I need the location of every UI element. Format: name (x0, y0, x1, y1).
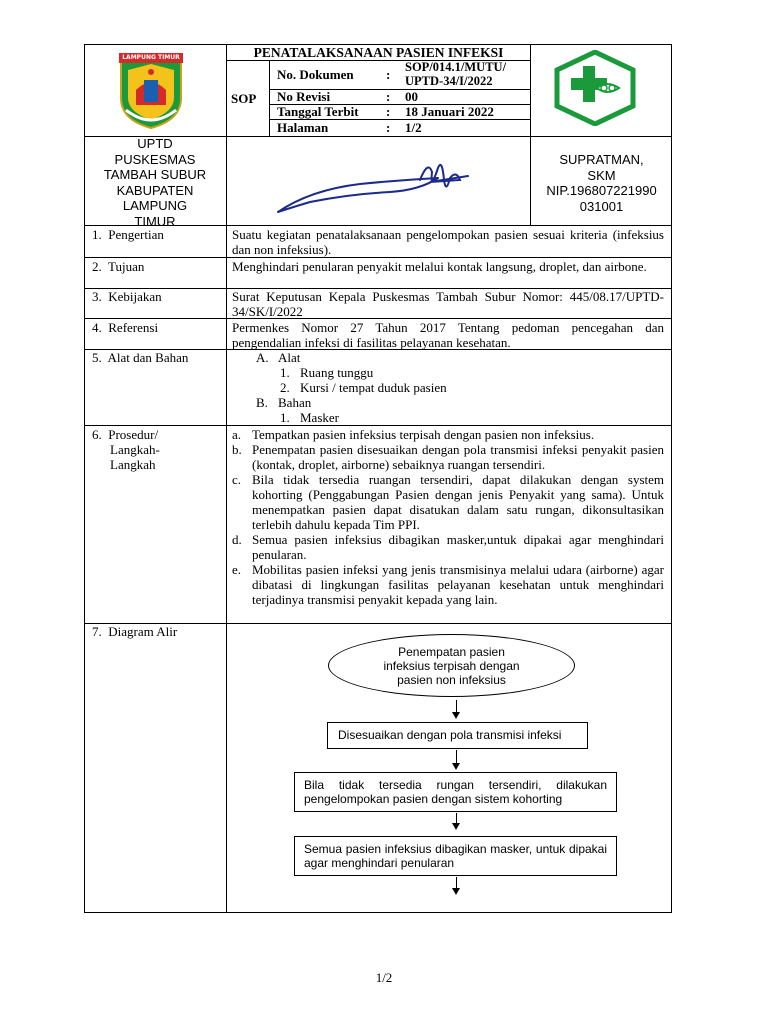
label: No. Dokumen (277, 67, 354, 82)
flow-start-ellipse (328, 634, 575, 697)
label-line: Langkah- (110, 442, 160, 457)
org-line: TIMUR (134, 213, 176, 229)
alat-bahan-list (232, 350, 664, 425)
section-text-pengertian: Suatu kegiatan penatalaksanaan pengelompokan pasien sesuai kriteria (infeksius dan non infeksius). (232, 227, 664, 257)
org-line: UPTD (137, 136, 173, 151)
sop-label: SOP (231, 91, 257, 106)
label-line: 6. Prosedur/ (92, 427, 159, 442)
signer-line: SUPRATMAN, (559, 152, 644, 167)
section-label-tujuan: 2. Tujuan (92, 259, 145, 274)
section-label-prosedur (92, 427, 160, 472)
step-text: Mobilitas pasien infeksi yang jenis transmisinya melalui udara (airborne) agar dibatasi di lingkungan fasilitas pelayanan kesehatan untuk menghindari terjadinya transmisi penyakit kepada yang lain. (252, 562, 664, 607)
signature (270, 150, 480, 220)
section-text-tujuan: Menghindari penularan penyakit melalui kontak langsung, droplet, dan airbone. (232, 259, 647, 274)
section-text-referensi: Permenkes Nomor 27 Tahun 2017 Tentang pedoman pencegahan dan pengendalian infeksi di fasilitas pelayanan kesehatan. (232, 320, 664, 350)
value: 18 Januari 2022 (405, 104, 494, 119)
step-marker: c. (232, 472, 242, 487)
signer-block (531, 152, 672, 214)
header-row-revisi (269, 89, 531, 104)
flow-box-3 (294, 836, 617, 876)
org-name (84, 136, 226, 229)
divider (226, 44, 227, 913)
page-title: PENATALAKSANAAN PASIEN INFEKSI (253, 45, 504, 60)
label: Halaman (277, 120, 329, 135)
value: UPTD-34/I/2022 (405, 74, 493, 88)
org-line: LAMPUNG (122, 198, 188, 213)
puskesmas-logo (553, 50, 637, 126)
list-marker: A. (256, 350, 269, 365)
divider (84, 257, 672, 258)
page-number: 1/2 (375, 970, 393, 985)
step-text: Tempatkan pasien infeksius terpisah dengan pasien non infeksius. (252, 427, 595, 442)
list-marker: 1. (280, 410, 290, 425)
prosedur-steps (232, 427, 664, 607)
flow-box-text: Bila tidak tersedia rungan tersendiri, dilakukan pengelompokan pasien dengan sistem kohorting (304, 778, 607, 806)
list-item: Ruang tunggu (300, 365, 374, 380)
procedure-step (232, 532, 664, 562)
procedure-step (232, 562, 664, 607)
procedure-step (232, 472, 664, 532)
value: 1/2 (405, 120, 422, 135)
divider (84, 425, 672, 426)
procedure-step (232, 442, 664, 472)
flow-box-text: Semua pasien infeksius dibagikan masker, untuk dipakai agar menghindari penularan (304, 842, 607, 870)
section-label-pengertian: 1. Pengertian (92, 227, 164, 242)
list-heading: Bahan (278, 395, 312, 410)
header-row-halaman (269, 119, 531, 136)
step-marker: d. (232, 532, 242, 547)
list-item: Kursi / tempat duduk pasien (300, 380, 447, 395)
org-line: PUSKESMAS (114, 151, 196, 167)
step-marker: a. (232, 427, 242, 442)
list-heading: Alat (278, 350, 301, 365)
logo-banner-text: LAMPUNG TIMUR (122, 54, 180, 61)
list-marker: B. (256, 395, 268, 410)
org-line: KABUPATEN (116, 182, 194, 198)
value: 00 (405, 89, 418, 104)
list-marker: 1. (280, 365, 290, 380)
section-label-kebijakan: 3. Kebijakan (92, 289, 162, 304)
flow-box-text: Disesuaikan dengan pola transmisi infeksi (338, 728, 562, 742)
value: SOP/014.1/MUTU/ (405, 60, 507, 74)
flow-box-2 (294, 772, 617, 812)
step-text: Semua pasien infeksius dibagikan masker,untuk dipakai agar menghindari penularan. (252, 532, 664, 562)
label: No Revisi (277, 89, 331, 104)
flow-start-text: Penempatan pasien infeksius terpisah dengan pasien non infeksius (383, 644, 520, 687)
label: Tanggal Terbit (277, 104, 359, 119)
header-row-tanggal (269, 104, 531, 119)
section-text-kebijakan: Surat Keputusan Kepala Puskesmas Tambah Subur Nomor: 445/08.17/UPTD-34/SK/I/2022 (232, 289, 664, 319)
signer-line: 031001 (579, 198, 624, 214)
step-marker: e. (232, 562, 242, 577)
lampung-timur-logo (116, 50, 186, 130)
separator: : (386, 104, 391, 119)
list-marker: 2. (280, 380, 290, 395)
signer-line: SKM (587, 167, 616, 183)
separator: : (386, 67, 391, 82)
section-label-referensi: 4. Referensi (92, 320, 159, 335)
procedure-step (232, 427, 664, 442)
header-row-dokumen (269, 60, 531, 89)
step-text: Bila tidak tersedia ruangan tersendiri, dapat dilakukan dengan system kohorting (Penggabungan Pasien dengan jenis Penyakit yang sama). Untuk menempatkan pasien dapat disatukan dalam satu rungan, dikonsultasikan terlebih dahulu kepada Tim PPI. (252, 472, 664, 532)
flow-box-1 (327, 722, 588, 749)
section-label-diagram: 7. Diagram Alir (92, 624, 178, 639)
signer-line: NIP.196807221990 (546, 183, 657, 198)
label-line: Langkah (110, 457, 156, 472)
step-marker: b. (232, 442, 242, 457)
step-text: Penempatan pasien disesuaikan dengan pola transmisi infeksi penyakit pasien (kontak, droplet, airborne) sebaiknya ruangan tersendiri. (252, 442, 664, 472)
list-item: Masker (300, 410, 339, 425)
separator: : (386, 89, 391, 104)
org-line: TAMBAH SUBUR (103, 167, 207, 182)
section-label-alat-bahan: 5. Alat dan Bahan (92, 350, 189, 365)
separator: : (386, 120, 391, 135)
